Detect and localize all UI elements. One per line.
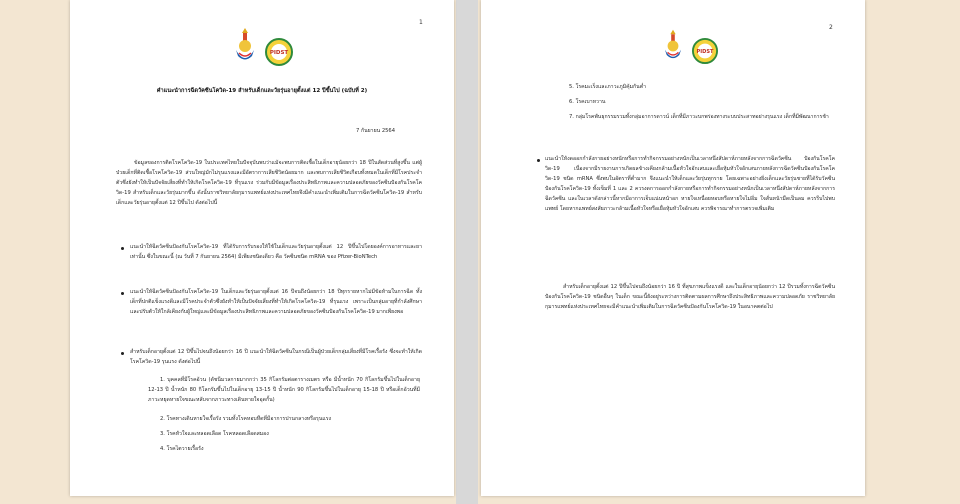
crest-logo-icon	[662, 28, 684, 64]
bullet-marker	[121, 292, 124, 295]
page-gap	[456, 0, 478, 504]
numbered-item-3: 3. โรคหัวใจและหลอดเลือด โรคหลอดเลือดสมอง	[160, 431, 269, 437]
pidst-logo-text: PIDST	[696, 48, 714, 55]
document-date: 7 กันยายน 2564	[356, 128, 396, 134]
numbered-item-2: 2. โรคทางเดินหายใจเรื้อรัง รวมทั้งโรคหอบหืดที่มีอาการปานกลางหรือรุนแรง	[160, 416, 332, 422]
bullet-marker	[121, 247, 124, 250]
document-title: คำแนะนำการฉีดวัคซีนโควิด-19 สำหรับเด็กและวัยรุ่นอายุตั้งแต่ 12 ปีขึ้นไป (ฉบับที่ 2)	[156, 88, 368, 94]
pidst-logo-text: PIDST	[269, 50, 289, 56]
header-logos	[662, 28, 718, 64]
closing-paragraph: สำหรับเด็กอายุตั้งแต่ 12 ปีขึ้นไปจนถึงน้อยกว่า 16 ปี ที่สุขภาพแข็งแรงดี และในเด็กอายุน้อยกว่า 12 ปีรวมทั้งการฉีดวัคซีนป้องกันโรคโควิด-19 ชนิดอื่นๆ ในเด็ก ขณะนี้ยังอยู่ระหว่างการติดตามผลการศึกษาถึงประสิทธิภาพและความปลอดภัย ราชวิทยาลัยกุมารแพทย์แห่งประเทศไทยจะมีคำแนะนำเพิ่มเติมในการฉีดวัคซีนป้องกันโรคโควิด-19 ในอนาคตต่อไป	[545, 284, 835, 310]
bullet-marker	[121, 352, 124, 355]
pidst-logo-icon	[692, 38, 718, 64]
document-page-2	[481, 0, 865, 496]
numbered-item-6: 6. โรคเบาหวาน	[569, 99, 606, 105]
document-page-1	[70, 0, 454, 496]
bullet-marker	[537, 159, 540, 162]
bullet-item-3: สำหรับเด็กอายุตั้งแต่ 12 ปีขึ้นไปจนถึงน้อยกว่า 16 ปี แนะนำให้ฉีดวัคซีนในกรณีเป็นผู้ป่วยเด็กกลุ่มเสี่ยงที่มีโรคเรื้อรัง ซึ่งจะทำให้เกิดโรคโควิด-19 รุนแรง ดังต่อไปนี้	[130, 349, 422, 365]
page-number: 2	[829, 24, 833, 31]
header-logos	[233, 26, 293, 66]
exercise-bullet: แนะนำให้งดออกกำลังกายอย่างหนักหรือการทำกิจกรรมอย่างหนักเป็นเวลาหนึ่งสัปดาห์ภายหลังจากการฉีดวัคซีน ป้องกันโรคโควิด-19 เนื่องจากมีรายงานการเกิดผลข้างเคียงกล้ามเนื้อหัวใจอักเสบและเยื่อหุ้มหัวใจอักเสบภายหลังการฉีดวัคซีนป้องกันโรคโควิด-19 ชนิด mRNA ซึ่งพบในอัตราที่ต่ำมาก จึงแนะนำให้เด็กและวัยรุ่นทุกราย โดยเฉพาะอย่างยิ่งเด็กและวัยรุ่นชายที่ได้รับวัคซีนป้องกันโรคโควิด-19 ทั้งเข็มที่ 1 และ 2 ควรงดการออกกำลังกายหรือการทำกิจกรรมอย่างหนักเป็นเวลาหนึ่งสัปดาห์ภายหลังจากการฉีดวัคซีน และในเวลาดังกล่าวนี้หากมีอาการเจ็บแน่นหน้าอก หายใจเหนื่อยหอบหรือหายใจไม่อิ่ม ใจสั่นหน้ามืดเป็นลม ควรรีบไปพบแพทย์ โดยหากแพทย์สงสัยภาวะกล้ามเนื้อหัวใจหรือเยื่อหุ้มหัวใจอักเสบ ควรพิจารณาทำการตรวจเพิ่มเติม	[545, 156, 835, 212]
page-number: 1	[419, 19, 423, 26]
pidst-logo-icon	[265, 38, 293, 66]
numbered-item-7: 7. กลุ่มโรคพันธุกรรมรวมทั้งกลุ่มอาการดาวน์ เด็กที่มีภาวะบกพร่องทางระบบประสาทอย่างรุนแรง เด็กที่มีพัฒนาการช้า	[569, 114, 829, 120]
bullet-item-2: แนะนำให้ฉีดวัคซีนป้องกันโรคโควิด-19 ในเด็กและวัยรุ่นอายุตั้งแต่ 16 ปีจนถึงน้อยกว่า 18 ปีทุกรายหากไม่มีข้อห้ามในการฉีด ทั้งเด็กที่ปกติแข็งแรงดีและมีโรคประจำตัวซึ่งยังทำให้เป็นปัจจัยเสี่ยงที่ทำให้เกิดโรคโควิด-19 ที่รุนแรง เพราะเป็นกลุ่มอายุที่กำลังศึกษาและปรับตัวให้ใกล้เคียงกับผู้ใหญ่และมีข้อมูลเรื่องประสิทธิภาพและความปลอดภัยของวัคซีนป้องกันโรคโควิด-19 มากเพียงพอ	[130, 289, 422, 315]
bullet-item-1: แนะนำให้ฉีดวัคซีนป้องกันโรคโควิด-19 ที่ได้รับการรับรองให้ใช้ในเด็กและวัยรุ่นอายุตั้งแต่ 12 ปีขึ้นไปโดยองค์การอาหารและยาเท่านั้น ซึ่งในขณะนี้ (ณ วันที่ 7 กันยายน 2564) มีเพียงชนิดเดียว คือ วัคซีนชนิด mRNA ของ Pfizer-BioNTech	[130, 244, 422, 260]
numbered-item-5: 5. โรคมะเร็งและภาวะภูมิคุ้มกันต่ำ	[569, 84, 646, 90]
intro-paragraph: ข้อมูลของการติดโรคโควิด-19 ในประเทศไทยในปัจจุบันพบว่าแม้จะพบการติดเชื้อในเด็กอายุน้อยกว่า 18 ปีในสัดส่วนที่สูงขึ้น แต่ผู้ป่วยเด็กที่ติดเชื้อโรคโควิด-19 ส่วนใหญ่มักไม่รุนแรงและมีอัตราการเสียชีวิตน้อยมาก และพบการเสียชีวิตเกือบทั้งหมดในเด็กที่มีโรคประจำตัวซึ่งยังทำให้เป็นปัจจัยเสี่ยงที่ทำให้เกิดโรคโควิด-19 ที่รุนแรง ร่วมกับมีข้อมูลเรื่องประสิทธิภาพและความปลอดภัยของวัคซีนป้องกันโรคโควิด-19 สำหรับเด็กและวัยรุ่นมากขึ้น ดังนั้นราชวิทยาลัยกุมารแพทย์แห่งประเทศไทยจึงมีคำแนะนำเพิ่มเติมในการฉีดวัคซีนโควิด-19 สำหรับเด็กและวัยรุ่นอายุตั้งแต่ 12 ปีขึ้นไป ดังต่อไปนี้	[116, 160, 422, 206]
crest-logo-icon	[233, 26, 257, 66]
numbered-item-1: 1. บุคคลที่มีโรคอ้วน (ดัชนีมวลกายมากกว่า 35 กิโลกรัมต่อตารางเมตร หรือ มีน้ำหนัก 70 กิโลกรัมขึ้นไปในเด็กอายุ 12-13 ปี น้ำหนัก 80 กิโลกรัมขึ้นไปในเด็กอายุ 13-15 ปี น้ำหนัก 90 กิโลกรัมขึ้นไปในเด็กอายุ 15-18 ปี หรือเด็กอ้วนที่มีภาวะหยุดหายใจขณะหลับจากภาวะทางเดินหายใจอุดกั้น)	[148, 377, 420, 403]
numbered-item-4: 4. โรคไตวายเรื้อรัง	[160, 446, 204, 452]
